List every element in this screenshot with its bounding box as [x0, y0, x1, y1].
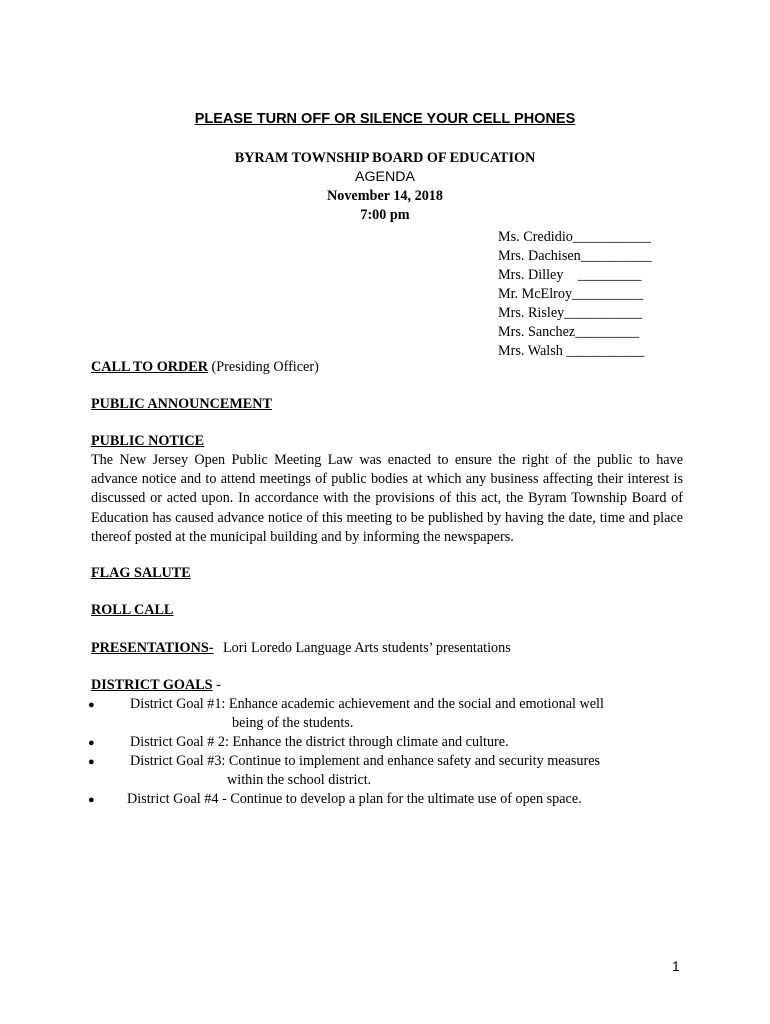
attendance-row: Mrs. Dilley _________: [498, 267, 642, 283]
presentations-heading: PRESENTATIONS-: [91, 640, 214, 656]
district-goals-heading: DISTRICT GOALS: [91, 677, 213, 693]
bullet: ●: [88, 737, 95, 749]
page-number: 1: [672, 958, 680, 974]
attendance-row: Mr. McElroy__________: [498, 286, 644, 302]
goal-2-line-1: District Goal # 2: Enhance the district through climate and culture.: [130, 734, 509, 750]
agenda-title: AGENDA: [355, 169, 415, 185]
attendance-row: Mrs. Dachisen__________: [498, 248, 652, 264]
presentations-text: Lori Loredo Language Arts students’ presentations: [223, 640, 511, 656]
goal-3-line-2: within the school district.: [227, 772, 372, 788]
goal-1-line-2: being of the students.: [232, 715, 354, 731]
roll-call-heading: ROLL CALL: [91, 602, 174, 618]
goal-4-line-1: District Goal #4 - Continue to develop a plan for the ultimate use of open space.: [127, 791, 582, 807]
call-to-order-note: (Presiding Officer): [207, 359, 319, 375]
goal-3-line-1: District Goal #3: Continue to implement and enhance safety and security measures: [130, 753, 601, 769]
attendance-list: [498, 228, 652, 361]
goal-1-line-1: District Goal #1: Enhance academic achievement and the social and emotional well: [130, 696, 604, 712]
public-announcement-heading: PUBLIC ANNOUNCEMENT: [91, 396, 272, 412]
district-goals: [91, 677, 221, 694]
attendance-row: Mrs. Risley___________: [498, 305, 643, 321]
public-notice-body: The New Jersey Open Public Meeting Law was enacted to ensure the right of the public to have advance notice and to attend meetings of public bodies at which any business affecting their interest is discussed or acted upon. In accordance with the provisions of this act, the Byram Township Board of Education has caused advance notice of this meeting to be published by having the date, time and place thereof posted at the municipal building and by informing the newspapers.: [91, 452, 683, 545]
meeting-time: 7:00 pm: [360, 207, 410, 223]
cell-phone-warning: PLEASE TURN OFF OR SILENCE YOUR CELL PHONES: [194, 111, 576, 127]
bullet: ●: [88, 756, 95, 768]
meeting-date: November 14, 2018: [327, 188, 443, 204]
attendance-row: Mrs. Sanchez_________: [498, 324, 640, 340]
bullet: ●: [88, 794, 95, 806]
attendance-row: Mrs. Walsh ___________: [498, 343, 645, 359]
call-to-order: [91, 359, 319, 376]
district-goals-suffix: -: [212, 677, 221, 693]
attendance-row: Ms. Credidio___________: [498, 229, 651, 245]
presentations: [91, 640, 511, 657]
bullet: ●: [88, 699, 95, 711]
flag-salute-heading: FLAG SALUTE: [91, 565, 191, 581]
public-notice-heading: PUBLIC NOTICE: [91, 433, 205, 449]
call-to-order-heading: CALL TO ORDER: [91, 359, 208, 375]
organization-name: BYRAM TOWNSHIP BOARD OF EDUCATION: [234, 150, 536, 166]
